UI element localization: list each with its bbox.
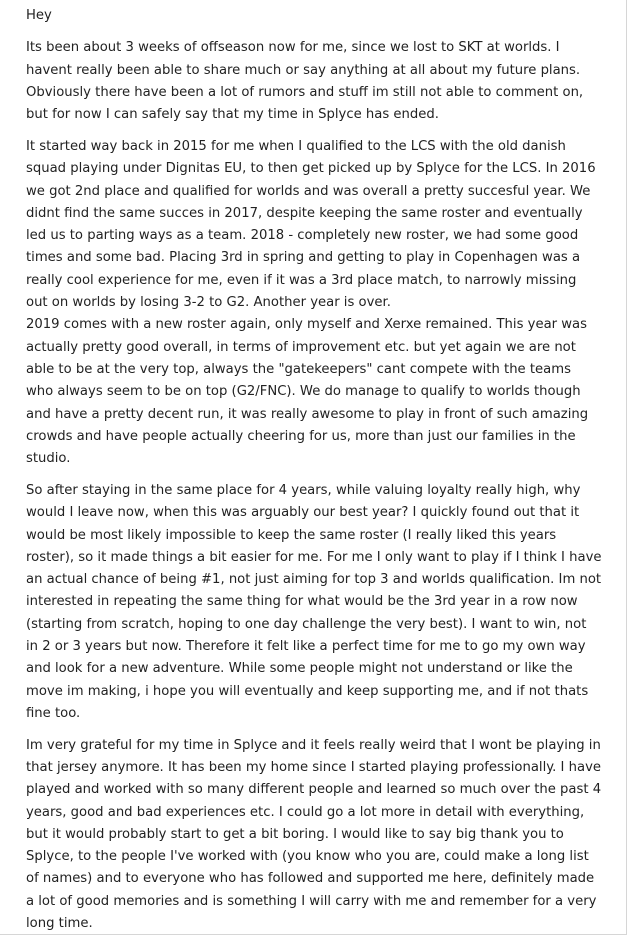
paragraph-gratitude: Im very grateful for my time in Splyce and it feels really weird that I wont be playing in that jersey anymore. It has been my home since I started playing professionally. I have played and worked with so many different people and learned so much over the past 4 years, good and bad experiences etc. I could go a lot more in detail with everything, but it would probably start to get a bit boring. I would like to say big thank you to Splyce, to the people I've worked with (you know who you are, could make a long list of names) and to everyone who has followed and supported me here, definitely made a lot of good memories and is something I will carry with me and remember for a very long time. bbox=[26, 737, 602, 932]
paragraph-2019: 2019 comes with a new roster again, only myself and Xerxe remained. This year was actually pretty good overall, in terms of improvement etc. but yet again we are not able to be at the very top, always the "gatekeepers" cant compete with the teams who always seem to be on top (G2/FNC). We do manage to qualify to worlds though and have a pretty decent run, it was really awesome to play in front of such amazing crowds and have people actually cheering for us, more than just our families in the studio. bbox=[26, 317, 589, 467]
letter-greeting: Hey bbox=[26, 8, 52, 23]
paragraph-history: It started way back in 2015 for me when I qualified to the LCS with the old danish squad playing under Dignitas EU, to then get picked up by Splyce for the LCS. In 2016 we got 2nd place and qualified for worlds and was overall a pretty succesful year. We didnt find the same succes in 2017, despite keeping the same roster and eventually led us to parting ways as a team. 2018 - completely new roster, we had some good times and some bad. Placing 3rd in spring and getting to play in Copenhagen was a really cool experience for me, even if it was a 3rd place match, to narrowly missing out on worlds by losing 3-2 to G2. Another year is over. bbox=[26, 138, 596, 311]
paragraph-offseason: Its been about 3 weeks of offseason now for me, since we lost to SKT at worlds. I havent really been able to share much or say anything at all about my future plans. Obviously there have been a lot of rumors and stuff im still not able to comment on, but for now I can safely say that my time in Splyce has ended. bbox=[26, 40, 584, 123]
letter-body bbox=[26, 5, 602, 945]
paragraph-decision: So after staying in the same place for 4 years, while valuing loyalty really high, why would I leave now, when this was arguably our best year? I quickly found out that it would be most likely impossible to keep the same roster (I really liked this years roster), so it made things a bit easier for me. For me I only want to play if I think I have an actual chance of being #1, not just aiming for top 3 and worlds qualification. Im not interested in repeating the same thing for what would be the 3rd year in a row now (starting from scratch, hoping to one day challenge the very best). I want to win, not in 2 or 3 years but now. Therefore it felt like a perfect time for me to go my own way and look for a new adventure. While some people might not understand or like the move im making, i hope you will eventually and keep supporting me, and if not thats fine too. bbox=[26, 482, 602, 721]
